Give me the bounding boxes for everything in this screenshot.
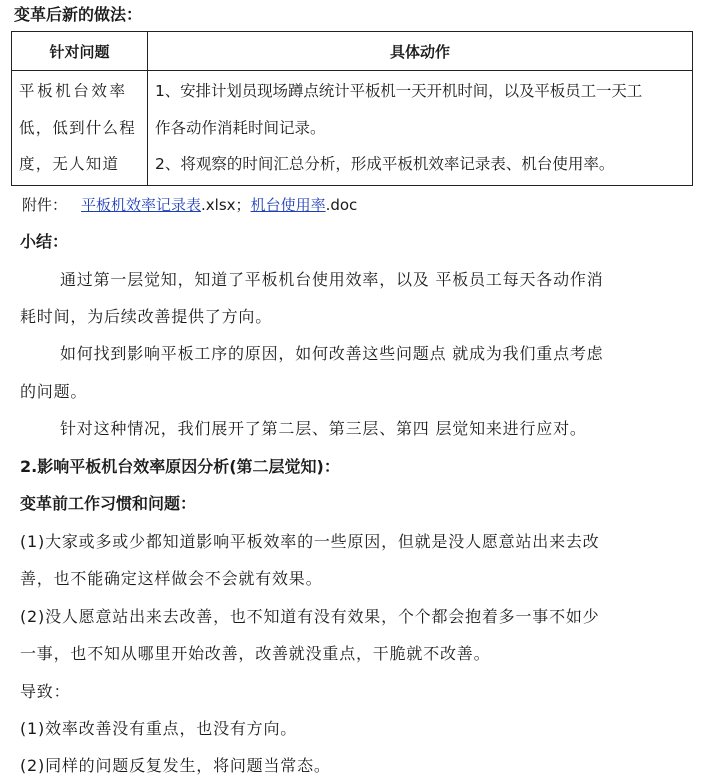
table-header-row: [12, 32, 693, 71]
attachment-link-efficiency-record[interactable]: 平板机效率记录表: [81, 196, 202, 214]
result-label: 导致：: [20, 682, 71, 701]
attachment-separator: ；: [235, 196, 251, 214]
action-line: 作各动作消耗时间记录。: [155, 119, 326, 137]
action-line: 2、将观察的时间汇总分析，形成平板机效率记录表、机台使用率。: [155, 155, 615, 173]
attachment-ext: .xlsx: [201, 196, 236, 214]
heading-after-reform: 变革后新的做法：: [14, 5, 143, 24]
problem-line: 低，低到什么程: [19, 119, 136, 137]
problem-line: 度，无人知道: [19, 155, 120, 173]
body-line: (1)效率改善没有重点，也没有方向。: [20, 719, 298, 738]
body-line: (2)没人愿意站出来去改善，也不知道有没有效果，个个都会抱着多一事不如少: [20, 607, 600, 626]
before-reform-title: 变革前工作习惯和问题：: [20, 494, 197, 513]
table-row: [12, 71, 693, 186]
body-line: (1)大家或多或少都知道影响平板效率的一些原因，但就是没人愿意站出来去改: [20, 532, 600, 551]
problem-cell: [12, 71, 148, 186]
summary-line: 针对这种情况，我们展开了第二层、第三层、第四 层觉知来进行应对。: [60, 419, 587, 438]
table-header-action: 具体动作: [148, 32, 693, 71]
summary-line: 耗时间，为后续改善提供了方向。: [20, 307, 273, 326]
action-line: 1、安排计划员现场蹲点统计平板机一天开机时间，以及平板员工一天工: [155, 82, 643, 100]
body-line: 一事，也不知从哪里开始改善，改善就没重点，干脆就不改善。: [20, 644, 491, 663]
attachments-label: 附件：: [22, 196, 68, 214]
actions-table: [11, 31, 693, 186]
attachment-link-machine-usage[interactable]: 机台使用率: [250, 196, 326, 214]
attachments-line: [22, 194, 357, 216]
problem-line: 平板机台效率: [19, 82, 128, 100]
body-line: 善，也不能确定这样做会不会就有效果。: [20, 569, 323, 588]
attachment-ext: .doc: [325, 196, 358, 214]
summary-title: 小结：: [20, 232, 69, 251]
action-cell: [148, 71, 693, 186]
section2-title: 2.影响平板机台效率原因分析(第二层觉知)：: [20, 457, 340, 476]
summary-line: 的问题。: [20, 382, 88, 401]
body-line: (2)同样的问题反复发生，将问题当常态。: [20, 756, 331, 775]
summary-line: 如何找到影响平板工序的原因，如何改善这些问题点 就成为我们重点考虑: [60, 344, 604, 363]
summary-line: 通过第一层觉知，知道了平板机台使用效率，以及 平板员工每天各动作消: [60, 270, 604, 289]
table-header-problem: 针对问题: [12, 32, 148, 71]
